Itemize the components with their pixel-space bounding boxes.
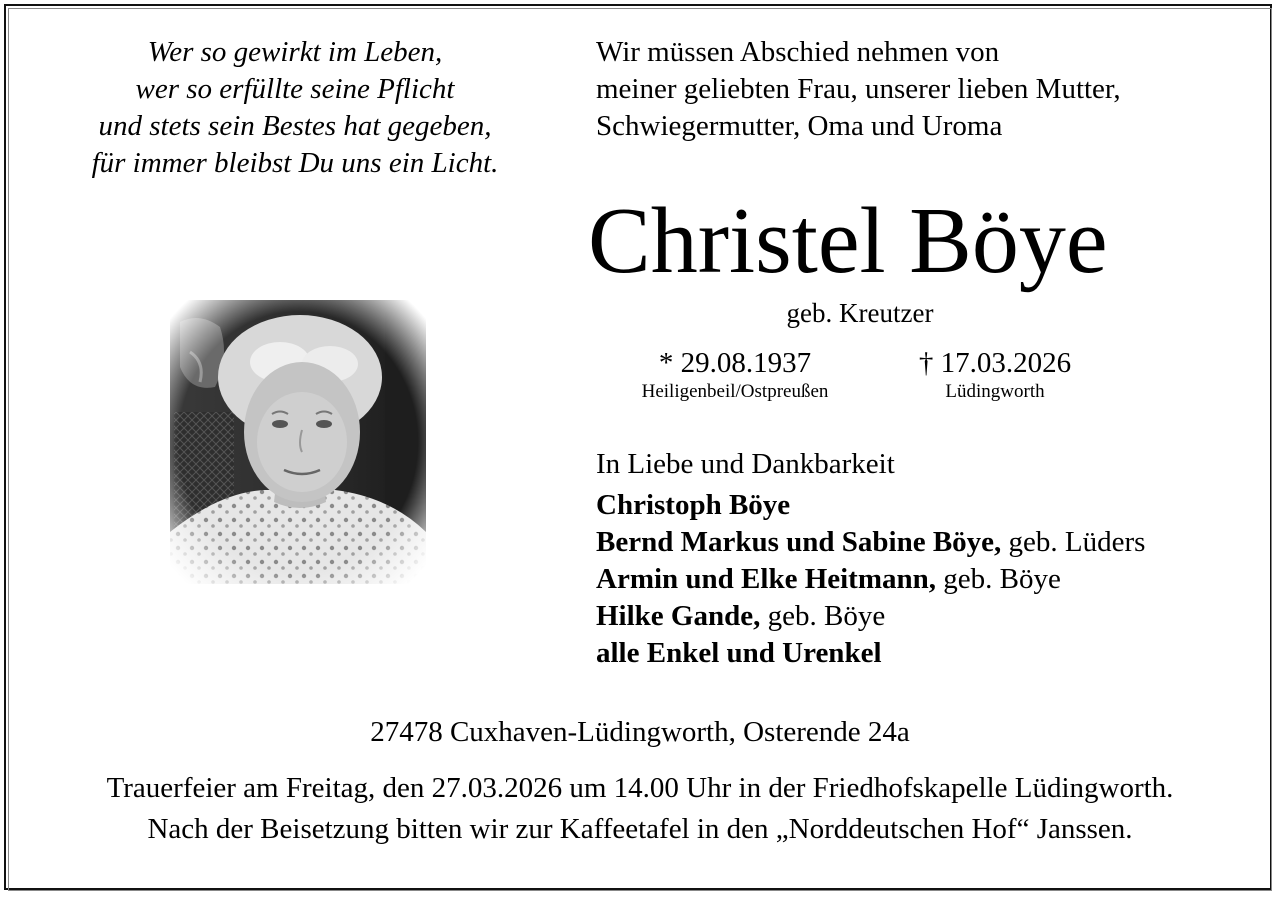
birth-block — [610, 346, 860, 404]
intro-line: Schwiegermutter, Oma und Uroma — [596, 110, 1003, 142]
death-date: † 17.03.2026 — [918, 347, 1072, 379]
family-member-name: Christoph Böye — [596, 489, 791, 521]
family-heading: In Liebe und Dankbarkeit — [596, 448, 895, 480]
poem-line: wer so erfüllte seine Pflicht — [135, 73, 455, 105]
intro-line: Wir müssen Abschied nehmen von — [596, 36, 1000, 68]
family-member-name: Bernd Markus und Sabine Böye, — [596, 526, 1002, 558]
poem — [30, 34, 560, 182]
death-place: Lüdingworth — [945, 381, 1045, 402]
service-line: Trauerfeier am Freitag, den 27.03.2026 um 14.00 Uhr in der Friedhofskapelle Lüdingworth. — [106, 772, 1174, 804]
family-member — [596, 524, 1256, 561]
family-member-name: alle Enkel und Urenkel — [596, 637, 882, 669]
portrait-photo — [160, 292, 436, 592]
family-member-suffix: geb. Lüders — [1001, 526, 1146, 558]
deceased-name: Christel Böye — [588, 189, 1108, 293]
family-list — [596, 446, 1256, 672]
death-block — [880, 346, 1110, 404]
service-line: Nach der Beisetzung bitten wir zur Kaffeetafel in den „Norddeutschen Hof“ Janssen. — [147, 813, 1133, 845]
family-member-suffix: geb. Böye — [760, 600, 886, 632]
maiden-name: geb. Kreutzer — [786, 298, 934, 328]
family-member — [596, 487, 1256, 524]
address: 27478 Cuxhaven-Lüdingworth, Osterende 24a — [370, 716, 910, 748]
poem-line: für immer bleibst Du uns ein Licht. — [91, 147, 499, 179]
intro-text — [596, 34, 1236, 145]
family-member-suffix: geb. Böye — [936, 563, 1061, 595]
family-member-name: Armin und Elke Heitmann, — [596, 563, 936, 595]
family-member — [596, 598, 1256, 635]
birth-date: * 29.08.1937 — [658, 347, 812, 379]
poem-line: und stets sein Bestes hat gegeben, — [98, 110, 492, 142]
family-member — [596, 635, 1256, 672]
poem-line: Wer so gewirkt im Leben, — [147, 36, 443, 68]
intro-line: meiner geliebten Frau, unserer lieben Mutter, — [596, 73, 1121, 105]
service-info — [0, 770, 1280, 848]
birth-place: Heiligenbeil/Ostpreußen — [641, 381, 829, 402]
family-member — [596, 561, 1256, 598]
family-member-name: Hilke Gande, — [596, 600, 761, 632]
